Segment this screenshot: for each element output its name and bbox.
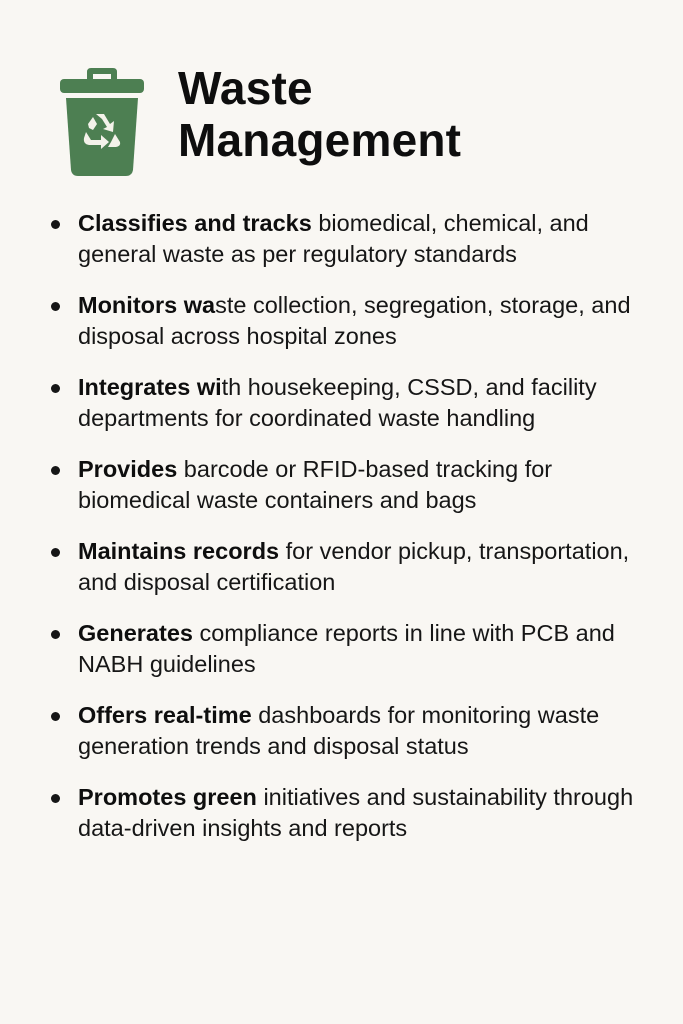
feature-bold: Monitors wa [78,292,216,318]
title-line-1: Waste [178,62,313,114]
feature-bold: Provides [78,456,178,482]
feature-text: barcode or RFID-based tracking for biomedical waste containers and bags [78,456,553,513]
list-item [48,208,658,270]
feature-text: biomedical, chemical, and general waste as per regulatory standards [78,210,589,267]
list-item [48,290,658,352]
list-item [48,700,658,762]
bullet-icon [51,302,60,311]
list-item [48,782,658,844]
page-title [178,62,461,166]
list-item [48,372,658,434]
title-line-2: Management [178,114,462,166]
bullet-icon [51,630,60,639]
feature-text: initiatives and sustainability through data-driven insights and reports [78,784,634,841]
feature-text: compliance reports in line with PCB and NABH guidelines [78,620,615,677]
feature-bold: Offers real-time [78,702,252,728]
bullet-icon [51,548,60,557]
bullet-icon [51,220,60,229]
feature-bold: Integrates wi [78,374,222,400]
feature-list [48,208,658,864]
feature-text: ste collection, segregation, storage, and disposal across hospital zones [78,292,631,349]
list-item [48,618,658,680]
feature-text: th housekeeping, CSSD, and facility departments for coordinated waste handling [78,374,597,431]
feature-bold: Promotes green [78,784,257,810]
bullet-icon [51,384,60,393]
bullet-icon [51,466,60,475]
feature-bold: Classifies and tracks [78,210,312,236]
list-item [48,454,658,516]
feature-text: for vendor pickup, transportation, and disposal certification [78,538,630,595]
feature-text: dashboards for monitoring waste generation trends and disposal status [78,702,600,759]
recycle-trash-bin-icon [58,66,146,180]
bullet-icon [51,794,60,803]
feature-bold: Maintains records [78,538,280,564]
header [58,62,461,180]
feature-bold: Generates [78,620,193,646]
bullet-icon [51,712,60,721]
list-item [48,536,658,598]
